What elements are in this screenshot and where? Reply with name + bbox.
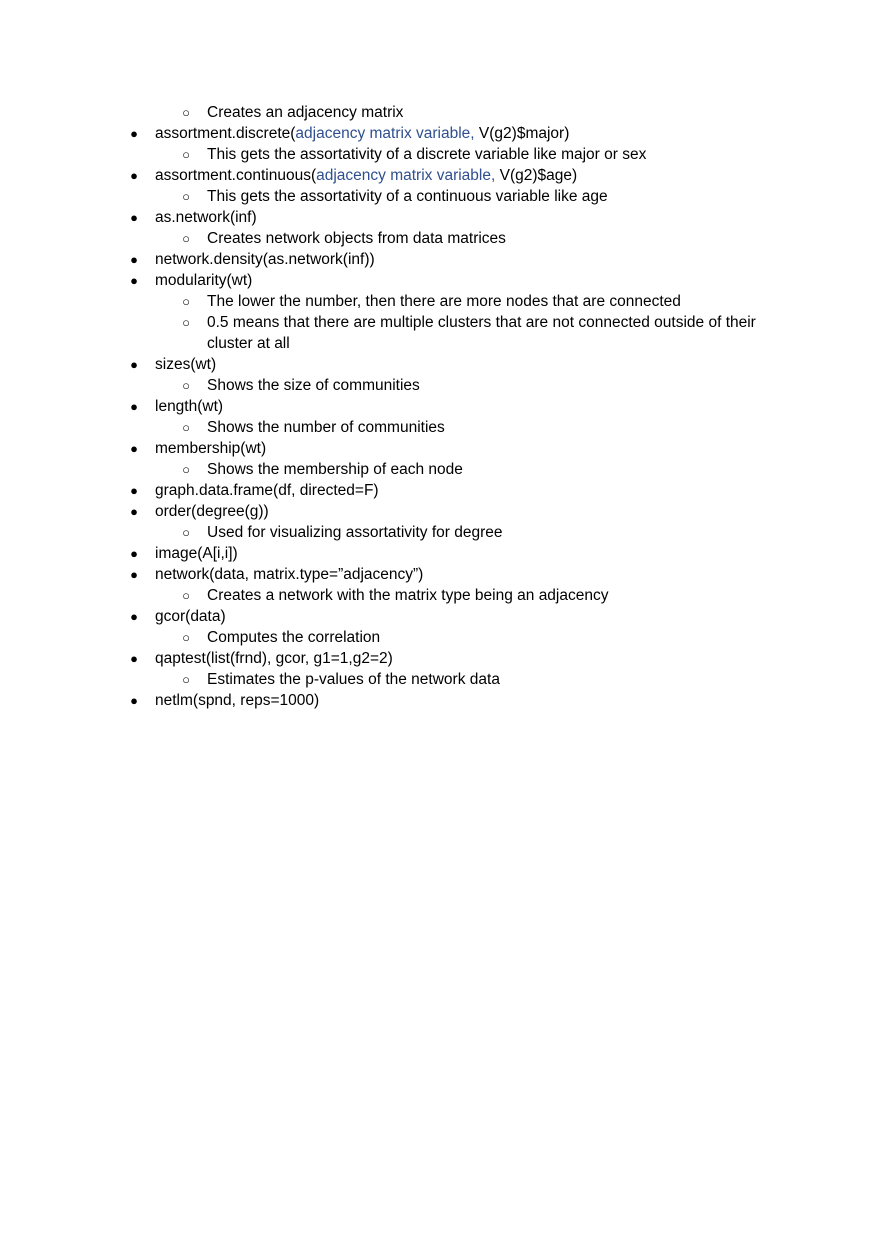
hollow-bullet-icon: ○ (182, 672, 190, 687)
list-item (0, 270, 880, 291)
list-item-text: modularity(wt) (155, 272, 253, 289)
filled-bullet-icon: ● (130, 693, 138, 708)
hollow-bullet-icon: ○ (182, 105, 190, 120)
hollow-bullet-icon: ○ (182, 315, 190, 330)
filled-bullet-icon: ● (130, 441, 138, 456)
filled-bullet-icon: ● (130, 210, 138, 225)
list-item-text (155, 123, 795, 144)
list-item-text: image(A[i,i]) (155, 545, 238, 562)
list-item-text: Estimates the p-values of the network data (207, 671, 500, 688)
list-item-text: Creates an adjacency matrix (207, 104, 404, 121)
list-item-text: graph.data.frame(df, directed=F) (155, 482, 379, 499)
list-item (0, 627, 880, 648)
function-notes-list (0, 102, 880, 711)
list-item (0, 417, 880, 438)
hollow-bullet-icon: ○ (182, 378, 190, 393)
list-item (0, 249, 880, 270)
list-item (0, 438, 880, 459)
list-item (0, 165, 880, 186)
code-prefix: assortment.continuous( (155, 167, 317, 184)
filled-bullet-icon: ● (130, 126, 138, 141)
filled-bullet-icon: ● (130, 504, 138, 519)
list-item (0, 312, 880, 354)
list-item-text: netlm(spnd, reps=1000) (155, 692, 320, 709)
filled-bullet-icon: ● (130, 651, 138, 666)
list-item (0, 480, 880, 501)
filled-bullet-icon: ● (130, 252, 138, 267)
list-item (0, 606, 880, 627)
list-item (0, 375, 880, 396)
hollow-bullet-icon: ○ (182, 462, 190, 477)
list-item-text: Shows the number of communities (207, 419, 445, 436)
list-item (0, 207, 880, 228)
highlighted-argument: adjacency matrix variable, (295, 125, 475, 142)
list-item-text: membership(wt) (155, 440, 267, 457)
list-item (0, 522, 880, 543)
list-item (0, 396, 880, 417)
filled-bullet-icon: ● (130, 546, 138, 561)
list-item-text: Used for visualizing assortativity for degree (207, 524, 503, 541)
list-item-text: Creates network objects from data matrices (207, 230, 506, 247)
list-item-text: The lower the number, then there are more nodes that are connected (207, 293, 681, 310)
list-item-text: 0.5 means that there are multiple clusters that are not connected outside of their cluster at all (207, 314, 756, 352)
list-item (0, 354, 880, 375)
hollow-bullet-icon: ○ (182, 630, 190, 645)
filled-bullet-icon: ● (130, 567, 138, 582)
list-item (0, 459, 880, 480)
list-item (0, 228, 880, 249)
list-item-text: length(wt) (155, 398, 224, 415)
list-item-text: This gets the assortativity of a discrete variable like major or sex (207, 146, 647, 163)
list-item (0, 102, 880, 123)
list-item-text: gcor(data) (155, 608, 226, 625)
list-item (0, 144, 880, 165)
code-suffix: V(g2)$age) (495, 167, 578, 184)
hollow-bullet-icon: ○ (182, 147, 190, 162)
list-item-text: as.network(inf) (155, 209, 257, 226)
list-item-text: Shows the membership of each node (207, 461, 463, 478)
list-item-text (155, 165, 795, 186)
highlighted-argument: adjacency matrix variable, (316, 167, 496, 184)
hollow-bullet-icon: ○ (182, 189, 190, 204)
list-item-text: sizes(wt) (155, 356, 217, 373)
filled-bullet-icon: ● (130, 168, 138, 183)
filled-bullet-icon: ● (130, 609, 138, 624)
list-item-text: Creates a network with the matrix type being an adjacency (207, 587, 609, 604)
list-item-text: qaptest(list(frnd), gcor, g1=1,g2=2) (155, 650, 393, 667)
list-item (0, 690, 880, 711)
list-item (0, 669, 880, 690)
hollow-bullet-icon: ○ (182, 420, 190, 435)
list-item-text: network(data, matrix.type=”adjacency”) (155, 566, 424, 583)
filled-bullet-icon: ● (130, 483, 138, 498)
hollow-bullet-icon: ○ (182, 588, 190, 603)
list-item-text: Computes the correlation (207, 629, 381, 646)
list-item-text: This gets the assortativity of a continuous variable like age (207, 188, 608, 205)
hollow-bullet-icon: ○ (182, 525, 190, 540)
list-item (0, 564, 880, 585)
filled-bullet-icon: ● (130, 273, 138, 288)
list-item-text: network.density(as.network(inf)) (155, 251, 375, 268)
list-item-text: order(degree(g)) (155, 503, 269, 520)
list-item (0, 648, 880, 669)
list-item (0, 501, 880, 522)
list-item (0, 123, 880, 144)
hollow-bullet-icon: ○ (182, 231, 190, 246)
list-item (0, 543, 880, 564)
filled-bullet-icon: ● (130, 399, 138, 414)
list-item (0, 585, 880, 606)
list-item (0, 186, 880, 207)
hollow-bullet-icon: ○ (182, 294, 190, 309)
list-item-text: Shows the size of communities (207, 377, 420, 394)
filled-bullet-icon: ● (130, 357, 138, 372)
code-suffix: V(g2)$major) (474, 125, 570, 142)
code-prefix: assortment.discrete( (155, 125, 296, 142)
list-item (0, 291, 880, 312)
